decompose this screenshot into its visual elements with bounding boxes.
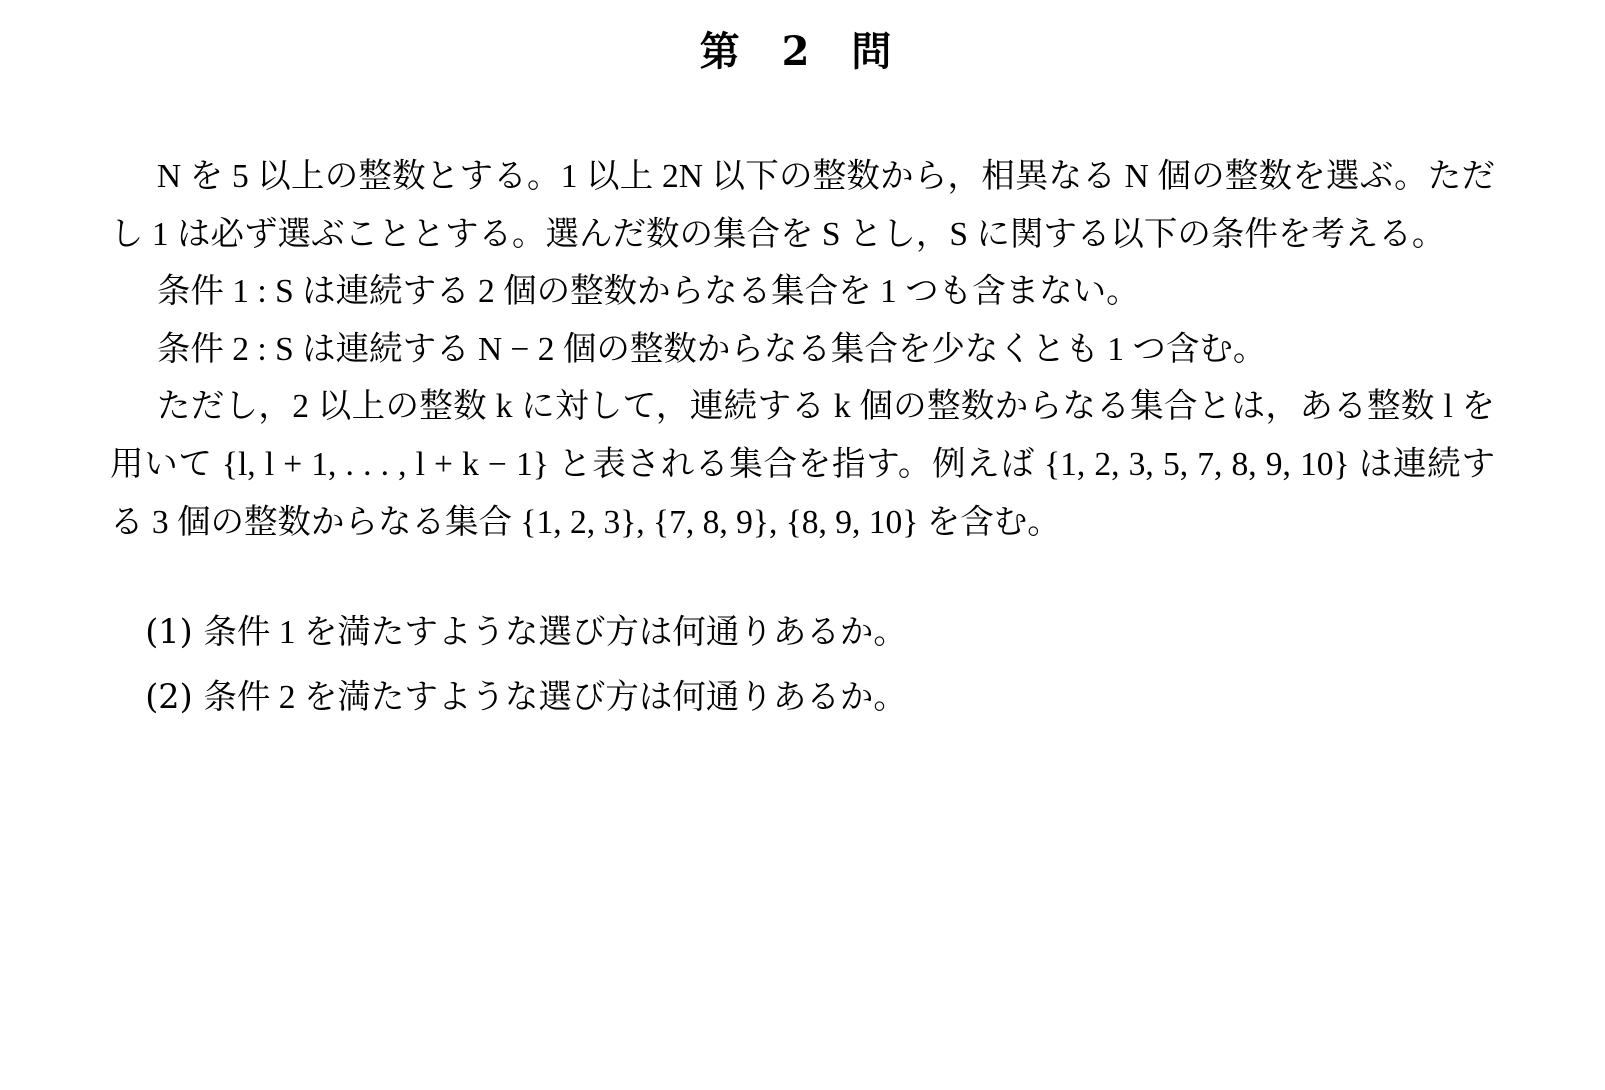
exam-page <box>0 28 1605 1090</box>
question-text: 条件 1 を満たすような選び方は何通りあるか。 <box>203 614 907 652</box>
page-title: 第 2 問 <box>699 28 906 75</box>
question-number: (2) <box>145 676 193 716</box>
problem-statement <box>110 148 1495 551</box>
paragraph-intro: N を 5 以上の整数とする。1 以上 2N 以下の整数から，相異なる N 個の整数を選ぶ。ただし 1 は必ず選ぶこととする。選んだ数の集合を S とし，S に関する以下の条件を考える。 <box>110 158 1495 253</box>
paragraph-condition-1: 条件 1 : S は連続する 2 個の整数からなる集合を 1 つも含まない。 <box>156 273 1140 311</box>
paragraph-condition-2: 条件 2 : S は連続する N − 2 個の整数からなる集合を少なくとも 1 つ含む。 <box>156 330 1267 368</box>
question-item <box>110 603 1495 662</box>
question-item <box>110 668 1495 727</box>
question-list <box>110 603 1495 726</box>
paragraph-definition: ただし，2 以上の整数 k に対して，連続する k 個の整数からなる集合とは，ある整数 l を用いて {l, l + 1, . . . , l + k − 1} と表される集合を指す。例えば {1, 2, 3, 5, 7, 8, 9, 10} は連続する 3 個の整数からなる集合 {1, 2, 3}, {7, 8, 9}, {8, 9, 10} を含む。 <box>110 388 1495 541</box>
question-number: (1) <box>145 612 193 652</box>
question-text: 条件 2 を満たすような選び方は何通りあるか。 <box>203 678 907 716</box>
